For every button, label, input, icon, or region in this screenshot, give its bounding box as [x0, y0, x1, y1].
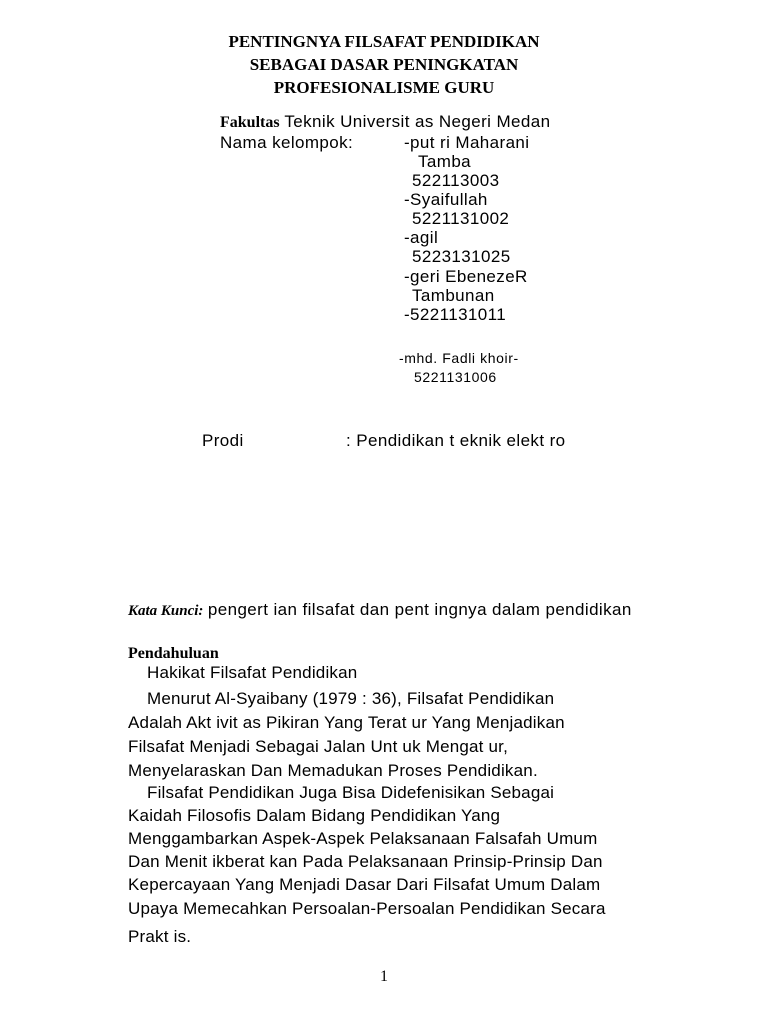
faculty-label: Fakultas — [220, 114, 280, 131]
prodi-label: Prodi — [202, 431, 244, 450]
paragraph-line: Filsafat Menjadi Sebagai Jalan Unt uk Mengat ur, — [128, 737, 509, 756]
member-id: 5223131025 — [412, 247, 511, 266]
paragraph-line: Menggambarkan Aspek-Aspek Pelaksanaan Falsafah Umum — [128, 829, 598, 848]
member-name-cont: Tamba — [418, 152, 472, 171]
paragraph-line: Filsafat Pendidikan Juga Bisa Didefenisikan Sebagai — [147, 783, 555, 802]
title-line-2: SEBAGAI DASAR PENINGKATAN — [249, 55, 519, 74]
paragraph-line: Kepercayaan Yang Menjadi Dasar Dari Filsafat Umum Dalam — [128, 875, 601, 894]
member-id: 522113003 — [412, 171, 500, 190]
prodi-value: : Pendidikan t eknik elekt ro — [346, 431, 566, 450]
paragraph-line: Kaidah Filosofis Dalam Bidang Pendidikan Yang — [128, 806, 501, 825]
page-number: 1 — [380, 968, 388, 985]
section-subheading: Hakikat Filsafat Pendidikan — [147, 663, 358, 682]
member-name: -Syaifullah — [404, 190, 488, 209]
title-line-1: PENTINGNYA FILSAFAT PENDIDIKAN — [228, 32, 540, 51]
member-name-cont: Tambunan — [412, 286, 495, 305]
paragraph-line: Prakt is. — [128, 927, 192, 946]
group-label: Nama kelompok: — [220, 133, 354, 152]
keywords-row — [128, 600, 632, 620]
section-heading: Pendahuluan — [128, 645, 219, 662]
member-name: -mhd. Fadli khoir- — [399, 350, 519, 366]
paragraph-line: Menyelaraskan Dan Memadukan Proses Pendidikan. — [128, 761, 538, 780]
member-id: 5221131002 — [412, 209, 510, 228]
member-id: 5221131006 — [414, 369, 497, 385]
paragraph-line: Adalah Akt ivit as Pikiran Yang Terat ur Yang Menjadikan — [128, 713, 565, 732]
paragraph-line: Menurut Al-Syaibany (1979 : 36), Filsafat Pendidikan — [147, 689, 555, 708]
member-name: -agil — [404, 228, 439, 247]
member-name: -geri EbenezeR — [404, 267, 528, 286]
paragraph-line: Upaya Memecahkan Persoalan-Persoalan Pendidikan Secara — [128, 899, 606, 918]
faculty-value: Teknik Universit as Negeri Medan — [284, 112, 551, 131]
keywords-label: Kata Kunci: — [128, 603, 204, 619]
faculty-row — [220, 112, 550, 132]
keywords-value: pengert ian filsafat dan pent ingnya dalam pendidikan — [207, 600, 632, 619]
paragraph-line: Dan Menit ikberat kan Pada Pelaksanaan Prinsip-Prinsip Dan — [128, 852, 603, 871]
title-line-3: PROFESIONALISME GURU — [273, 78, 495, 97]
member-name: -put ri Maharani — [404, 133, 530, 152]
member-id: -5221131011 — [404, 305, 507, 324]
